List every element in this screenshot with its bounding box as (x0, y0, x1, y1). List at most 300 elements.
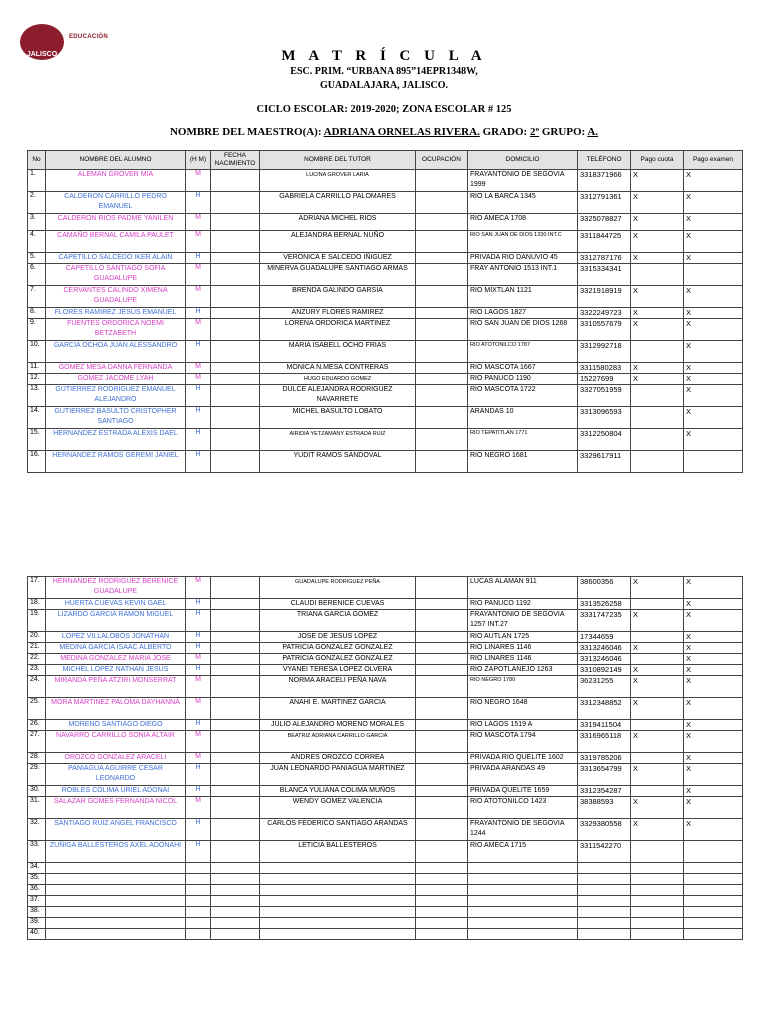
tutor-name: ANDRES OROZCO CORREA (260, 753, 416, 764)
fee-paid-mark (631, 632, 684, 643)
tutor-name: MARIA ISABELL OCHO FRIAS (260, 341, 416, 363)
tutor-name: GUADALUPE RODRIGUEZ PEÑA (260, 577, 416, 599)
table-row (28, 786, 743, 797)
student-sex: H (186, 308, 211, 319)
fee-paid-mark: X (631, 665, 684, 676)
student-name: GOMEZ JACOME LYAH (46, 374, 186, 385)
table-row (28, 231, 743, 253)
fee-paid-mark (631, 863, 684, 874)
phone: 3313654799 (578, 764, 631, 786)
col-student: NOMBRE DEL ALUMNO (46, 151, 186, 170)
birthdate-cell (211, 319, 260, 341)
phone: 3321918919 (578, 286, 631, 308)
address: RIO SAN JUAN DE DIOS 1268 (468, 319, 578, 341)
row-number: 13. (28, 385, 46, 407)
row-number: 34. (28, 863, 46, 874)
occupation-cell (416, 610, 468, 632)
logo-side-text: EDUCACIÓN (69, 34, 109, 40)
table-row (28, 918, 743, 929)
tutor-name: NORMA ARACELI PEÑA NAVA (260, 676, 416, 698)
occupation-cell (416, 264, 468, 286)
exam-paid-mark: X (684, 170, 743, 192)
student-sex: H (186, 786, 211, 797)
birthdate-cell (211, 907, 260, 918)
tutor-name: JOSE DE JESUS LOPEZ (260, 632, 416, 643)
row-number: 2. (28, 192, 46, 214)
exam-paid-mark: X (684, 214, 743, 231)
birthdate-cell (211, 863, 260, 874)
student-sex: H (186, 764, 211, 786)
row-number: 38. (28, 907, 46, 918)
table-row (28, 610, 743, 632)
address: RIO PANUCO 1190 (468, 374, 578, 385)
student-name: HERNANDEZ RODRIGUEZ BERENICE GUADALUPE (46, 577, 186, 599)
grade-value: 2º (529, 126, 540, 138)
exam-paid-mark: X (684, 764, 743, 786)
table-row (28, 874, 743, 885)
logo-label: JALISCO (26, 51, 58, 58)
address (468, 907, 578, 918)
birthdate-cell (211, 286, 260, 308)
teacher-line (0, 126, 768, 138)
fee-paid-mark (631, 720, 684, 731)
teacher-name: ADRIANA ORNELAS RIVERA. (323, 126, 480, 138)
student-sex: M (186, 577, 211, 599)
student-sex: H (186, 192, 211, 214)
fee-paid-mark: X (631, 231, 684, 253)
fee-paid-mark: X (631, 676, 684, 698)
occupation-cell (416, 720, 468, 731)
address: PRIVADA RIO DANUVIO 45 (468, 253, 578, 264)
address: RIO LAGOS 1519 A (468, 720, 578, 731)
phone: 3311844725 (578, 231, 631, 253)
birthdate-cell (211, 874, 260, 885)
fee-paid-mark (631, 753, 684, 764)
fee-paid-mark (631, 841, 684, 863)
student-name (46, 896, 186, 907)
exam-paid-mark: X (684, 385, 743, 407)
grade-prefix: GRADO: (479, 126, 530, 138)
occupation-cell (416, 286, 468, 308)
row-number: 6. (28, 264, 46, 286)
row-number: 15. (28, 429, 46, 451)
student-name: NAVARRO CARRILLO SONIA ALTAIR (46, 731, 186, 753)
table-row (28, 885, 743, 896)
address: RIO MASCOTA 1794 (468, 731, 578, 753)
birthdate-cell (211, 918, 260, 929)
row-number: 30. (28, 786, 46, 797)
tutor-name: BEATRIZ ADRIANA CARRILLO GARCIA (260, 731, 416, 753)
address: LUCAS ALAMAN 911 (468, 577, 578, 599)
tutor-name: ALEJANDRA BERNAL NUÑO (260, 231, 416, 253)
city-line: GUADALAJARA, JALISCO. (319, 80, 449, 91)
table-row (28, 214, 743, 231)
occupation-cell (416, 308, 468, 319)
phone (578, 907, 631, 918)
occupation-cell (416, 385, 468, 407)
phone: 3316965118 (578, 731, 631, 753)
row-number: 9. (28, 319, 46, 341)
table-row (28, 319, 743, 341)
student-sex: H (186, 841, 211, 863)
occupation-cell (416, 698, 468, 720)
phone: 3318371966 (578, 170, 631, 192)
col-exam-paid: Pago examen (684, 151, 743, 170)
student-name: MORA MARTINEZ PALOMA DAYHANNA (46, 698, 186, 720)
student-name: FUENTES ORDORICA NOEMI BETZABETH (46, 319, 186, 341)
student-name: FLORES RAMIREZ JESUS EMANUEL (46, 308, 186, 319)
fee-paid-mark (631, 885, 684, 896)
phone: 3311542270 (578, 841, 631, 863)
tutor-name: BRENDA GALINDO GARSIA (260, 286, 416, 308)
phone: 3313526258 (578, 599, 631, 610)
birthdate-cell (211, 841, 260, 863)
exam-paid-mark: X (684, 319, 743, 341)
exam-paid-mark: X (684, 786, 743, 797)
student-name: GOMEZ MESA DANNA FERNANDA (46, 363, 186, 374)
address: FRAYANTONIO DE SEGOVIA 1257 INT.27 (468, 610, 578, 632)
address (468, 918, 578, 929)
phone (578, 929, 631, 940)
fee-paid-mark: X (631, 698, 684, 720)
phone: 3312992718 (578, 341, 631, 363)
occupation-cell (416, 885, 468, 896)
group-prefix: GRUPO: (539, 126, 588, 138)
tutor-name (260, 907, 416, 918)
student-sex (186, 885, 211, 896)
student-sex: H (186, 819, 211, 841)
exam-paid-mark: X (684, 363, 743, 374)
birthdate-cell (211, 407, 260, 429)
fee-paid-mark: X (631, 286, 684, 308)
student-sex: M (186, 654, 211, 665)
phone: 3319785206 (578, 753, 631, 764)
student-sex: M (186, 319, 211, 341)
address (468, 896, 578, 907)
tutor-name: CARLOS FEDERICO SANTIAGO ARANDAS (260, 819, 416, 841)
exam-paid-mark: X (684, 643, 743, 654)
address: RIO AMECA 1708 (468, 214, 578, 231)
address: FRAYANTONIO DE SEGOVIA 1244 (468, 819, 578, 841)
exam-paid-mark (684, 907, 743, 918)
occupation-cell (416, 841, 468, 863)
phone: 3312348852 (578, 698, 631, 720)
occupation-cell (416, 753, 468, 764)
col-fee-paid: Pago cuota (631, 151, 684, 170)
occupation-cell (416, 192, 468, 214)
tutor-name: LUCINA GROVER LARIA (260, 170, 416, 192)
fee-paid-mark (631, 907, 684, 918)
address: RIO NEGRO 1780 (468, 676, 578, 698)
row-number: 27. (28, 731, 46, 753)
exam-paid-mark: X (684, 231, 743, 253)
student-name: GUTIERREZ RODRIGUEZ EMANUEL ALEJANDRO (46, 385, 186, 407)
birthdate-cell (211, 170, 260, 192)
tutor-name: PATRICIA GONZALEZ GONZALEZ (260, 654, 416, 665)
student-name: ROBLES COLIMA URIEL ADONAI (46, 786, 186, 797)
tutor-name: PATRICIA GONZALEZ GONZALEZ (260, 643, 416, 654)
tutor-name: LETICIA BALLESTEROS (260, 841, 416, 863)
birthdate-cell (211, 654, 260, 665)
student-sex (186, 896, 211, 907)
table-row (28, 286, 743, 308)
fee-paid-mark (631, 918, 684, 929)
exam-paid-mark (684, 896, 743, 907)
table-row (28, 264, 743, 286)
birthdate-cell (211, 819, 260, 841)
occupation-cell (416, 374, 468, 385)
col-address: DOMICILIO (468, 151, 578, 170)
address: RIO MASCOTA 1667 (468, 363, 578, 374)
student-sex: M (186, 698, 211, 720)
phone: 38600356 (578, 577, 631, 599)
exam-paid-mark: X (684, 577, 743, 599)
birthdate-cell (211, 308, 260, 319)
occupation-cell (416, 896, 468, 907)
phone: 3310557679 (578, 319, 631, 341)
birthdate-cell (211, 264, 260, 286)
address: PRIVADA RIO QUELITE 1602 (468, 753, 578, 764)
address: ARANDAS 10 (468, 407, 578, 429)
tutor-name: MICHEL BASULTO LOBATO (260, 407, 416, 429)
row-number: 12. (28, 374, 46, 385)
row-number: 21. (28, 643, 46, 654)
exam-paid-mark: X (684, 192, 743, 214)
row-number: 3. (28, 214, 46, 231)
table-row (28, 341, 743, 363)
exam-paid-mark: X (684, 632, 743, 643)
student-sex: H (186, 632, 211, 643)
row-number: 14. (28, 407, 46, 429)
exam-paid-mark: X (684, 610, 743, 632)
exam-paid-mark: X (684, 599, 743, 610)
phone: 3331747235 (578, 610, 631, 632)
phone: 3327051959 (578, 385, 631, 407)
student-sex: M (186, 170, 211, 192)
student-sex: H (186, 610, 211, 632)
fee-paid-mark (631, 385, 684, 407)
student-sex: H (186, 407, 211, 429)
exam-paid-mark: X (684, 819, 743, 841)
student-sex: M (186, 753, 211, 764)
exam-paid-mark: X (684, 654, 743, 665)
birthdate-cell (211, 385, 260, 407)
address: RIO LINARES 1146 (468, 654, 578, 665)
tutor-name (260, 863, 416, 874)
table-row (28, 698, 743, 720)
student-sex: M (186, 286, 211, 308)
student-name: HERNANDEZ ESTRADA ALEXIS DAEL (46, 429, 186, 451)
student-name: LOPEZ VILLALOBOS JONATHAN (46, 632, 186, 643)
student-sex: H (186, 720, 211, 731)
occupation-cell (416, 451, 468, 473)
student-name: ALEMAN GROVER MIA (46, 170, 186, 192)
birthdate-cell (211, 253, 260, 264)
student-sex (186, 929, 211, 940)
cycle-line: CICLO ESCOLAR: 2019-2020; ZONA ESCOLAR # 125 (256, 104, 512, 115)
occupation-cell (416, 407, 468, 429)
tutor-name: MINERVA GUADALUPE SANTIAGO ARMAS (260, 264, 416, 286)
table-row (28, 731, 743, 753)
phone: 3315334341 (578, 264, 631, 286)
birthdate-cell (211, 797, 260, 819)
table-row (28, 253, 743, 264)
student-sex: H (186, 665, 211, 676)
tutor-name: ANAHI E. MARTINEZ GARCIA (260, 698, 416, 720)
phone: 3329380558 (578, 819, 631, 841)
exam-paid-mark: X (684, 341, 743, 363)
tutor-name: GABRIELA CARRILLO PALOMARES (260, 192, 416, 214)
exam-paid-mark (684, 929, 743, 940)
exam-paid-mark (684, 885, 743, 896)
address: RIO ATOTONILCO 1423 (468, 797, 578, 819)
fee-paid-mark: X (631, 731, 684, 753)
address: PRIVADA QUELITE 1659 (468, 786, 578, 797)
occupation-cell (416, 819, 468, 841)
phone (578, 863, 631, 874)
phone (578, 874, 631, 885)
fee-paid-mark: X (631, 253, 684, 264)
address: RIO AUTLAN 1725 (468, 632, 578, 643)
birthdate-cell (211, 451, 260, 473)
row-number: 24. (28, 676, 46, 698)
student-sex: H (186, 451, 211, 473)
row-number: 10. (28, 341, 46, 363)
birthdate-cell (211, 929, 260, 940)
fee-paid-mark: X (631, 170, 684, 192)
page-title: M A T R Í C U L A (281, 48, 487, 64)
tutor-name: MONICA N.MESA CONTRERAS (260, 363, 416, 374)
student-name: OROZCO GONZALEZ ARACELI (46, 753, 186, 764)
roster-table-2 (27, 576, 743, 940)
exam-paid-mark: X (684, 286, 743, 308)
tutor-name: JULIO ALEJANDRO MORENO MORALES (260, 720, 416, 731)
phone: 38388593 (578, 797, 631, 819)
col-no: No (28, 151, 46, 170)
fee-paid-mark: X (631, 797, 684, 819)
student-name: MEDINA GONZALEZ MARIA JOSE (46, 654, 186, 665)
student-sex: H (186, 385, 211, 407)
phone: 3329617911 (578, 451, 631, 473)
exam-paid-mark: X (684, 374, 743, 385)
row-number: 18. (28, 599, 46, 610)
exam-paid-mark: X (684, 698, 743, 720)
exam-paid-mark: X (684, 720, 743, 731)
student-name (46, 885, 186, 896)
teacher-prefix: NOMBRE DEL MAESTRO(A): (169, 126, 324, 138)
occupation-cell (416, 599, 468, 610)
student-sex: H (186, 341, 211, 363)
exam-paid-mark (684, 841, 743, 863)
row-number: 39. (28, 918, 46, 929)
exam-paid-mark: X (684, 753, 743, 764)
birthdate-cell (211, 665, 260, 676)
address: RIO MASCOTA 1722 (468, 385, 578, 407)
tutor-name: WENDY GOMEZ VALENCIA (260, 797, 416, 819)
fee-paid-mark (631, 786, 684, 797)
occupation-cell (416, 786, 468, 797)
occupation-cell (416, 863, 468, 874)
birthdate-cell (211, 599, 260, 610)
address (468, 929, 578, 940)
birthdate-cell (211, 720, 260, 731)
row-number: 4. (28, 231, 46, 253)
row-number: 17. (28, 577, 46, 599)
tutor-name (260, 874, 416, 885)
student-name: GARCIA OCHOA JUAN ALESSANDRO (46, 341, 186, 363)
table-row (28, 753, 743, 764)
table-row (28, 797, 743, 819)
student-name: GUTIERREZ BASULTO CRISTOPHER SANTIAGO (46, 407, 186, 429)
address (468, 874, 578, 885)
address: RIO LA BARCA 1345 (468, 192, 578, 214)
address: PRIVADA ARANDAS 49 (468, 764, 578, 786)
row-number: 20. (28, 632, 46, 643)
student-name: CALDERON RIOS PADME YANILEN (46, 214, 186, 231)
phone (578, 885, 631, 896)
occupation-cell (416, 632, 468, 643)
occupation-cell (416, 341, 468, 363)
occupation-cell (416, 665, 468, 676)
birthdate-cell (211, 231, 260, 253)
tutor-name: BLANCA YULIANA COLIMA MUÑOS (260, 786, 416, 797)
address: RIO ATOTONILCO 1787 (468, 341, 578, 363)
phone (578, 896, 631, 907)
phone: 36231255 (578, 676, 631, 698)
table-row (28, 363, 743, 374)
birthdate-cell (211, 676, 260, 698)
student-sex (186, 863, 211, 874)
birthdate-cell (211, 896, 260, 907)
table-row (28, 764, 743, 786)
address (468, 885, 578, 896)
table-row (28, 665, 743, 676)
row-number: 19. (28, 610, 46, 632)
fee-paid-mark: X (631, 764, 684, 786)
row-number: 36. (28, 885, 46, 896)
student-sex: H (186, 253, 211, 264)
fee-paid-mark: X (631, 192, 684, 214)
birthdate-cell (211, 429, 260, 451)
table-row (28, 643, 743, 654)
roster-table-1 (27, 150, 743, 473)
address: FRAYANTONIO DE SEGOVIA 1999 (468, 170, 578, 192)
fee-paid-mark (631, 429, 684, 451)
address: FRAY ANTONIO 1513 INT.1 (468, 264, 578, 286)
table-row (28, 374, 743, 385)
exam-paid-mark (684, 264, 743, 286)
student-name: CERVANTES CALINDO XIMENA GUADALUPE (46, 286, 186, 308)
birthdate-cell (211, 610, 260, 632)
row-number: 26. (28, 720, 46, 731)
occupation-cell (416, 429, 468, 451)
tutor-name: VYANEI TERESA LOPEZ OLVERA (260, 665, 416, 676)
tutor-name: JUAN LEONARDO PANIAGUA MARTINEZ (260, 764, 416, 786)
phone: 3312250804 (578, 429, 631, 451)
student-name: PANIAGUA AGUIRRE CESAR LEONARDO (46, 764, 186, 786)
address: RIO SAN JUAN DE DIOS 1330 INT.C (468, 231, 578, 253)
birthdate-cell (211, 341, 260, 363)
row-number: 16. (28, 451, 46, 473)
occupation-cell (416, 170, 468, 192)
table-row (28, 308, 743, 319)
student-sex: M (186, 731, 211, 753)
student-name (46, 863, 186, 874)
student-name (46, 929, 186, 940)
tutor-name (260, 918, 416, 929)
occupation-cell (416, 907, 468, 918)
row-number: 28. (28, 753, 46, 764)
